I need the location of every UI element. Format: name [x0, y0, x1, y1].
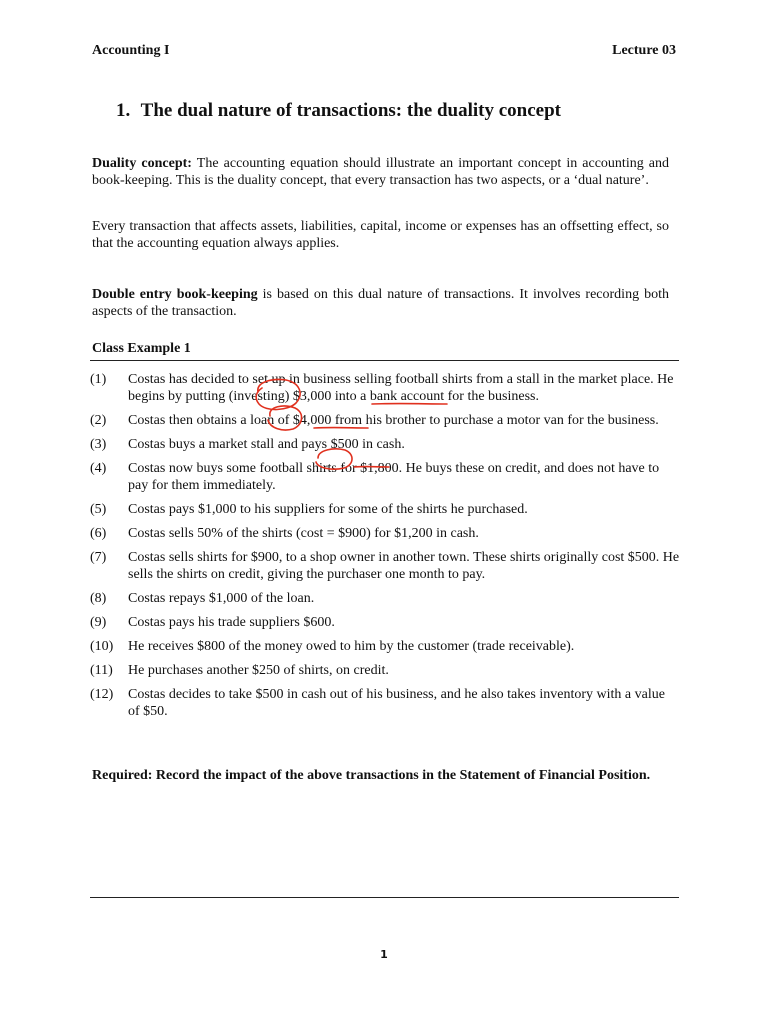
section-number: 1. [116, 100, 131, 121]
offsetting-paragraph: Every transaction that affects assets, liabilities, capital, income or expenses has an offsetting effect, so that the accounting equation always applies. [92, 219, 669, 251]
list-item-marker: (4) [90, 461, 107, 476]
list-item-marker: (6) [90, 526, 107, 541]
list-item-marker: (1) [90, 372, 107, 387]
list-item-marker: (5) [90, 502, 107, 517]
double-entry-text: is based on this dual nature of transactions. It involves recording both aspects of the transaction. [92, 287, 669, 319]
footer-rule [90, 897, 679, 898]
section-title-text: The dual nature of transactions: the duality concept [140, 100, 561, 121]
duality-text: The accounting equation should illustrate an important concept in accounting and book-keeping. This is the duality concept, that every transaction has two aspects, or a ‘dual nature’. [92, 156, 669, 188]
list-item-marker: (9) [90, 615, 107, 630]
list-item [90, 525, 680, 542]
duality-paragraph [92, 155, 669, 189]
list-item-text: Costas pays $1,000 to his suppliers for some of the shirts he purchased. [128, 502, 528, 517]
header-lecture: Lecture 03 [612, 43, 676, 58]
example-heading: Class Example 1 [92, 341, 191, 356]
list-item [90, 501, 680, 518]
list-item-text: Costas then obtains a loan of $4,000 from his brother to purchase a motor van for the business. [128, 413, 659, 428]
transaction-list [90, 371, 680, 727]
list-item-marker: (11) [90, 663, 113, 678]
list-item-text: Costas has decided to set up in business selling football shirts from a stall in the market place. He begins by putting (investing) $3,000 into a bank account for the business. [128, 372, 674, 404]
list-item [90, 614, 680, 631]
section-title [116, 100, 561, 122]
list-item-text: Costas repays $1,000 of the loan. [128, 591, 315, 606]
list-item [90, 371, 680, 405]
double-entry-label: Double entry book-keeping [92, 287, 258, 302]
list-item-marker: (8) [90, 591, 107, 606]
list-item [90, 638, 680, 655]
list-item-marker: (3) [90, 437, 107, 452]
list-item [90, 590, 680, 607]
header-course: Accounting I [92, 43, 170, 58]
list-item-marker: (10) [90, 639, 114, 654]
list-item-text: He purchases another $250 of shirts, on credit. [128, 663, 389, 678]
list-item [90, 686, 680, 720]
list-item-text: Costas decides to take $500 in cash out of his business, and he also takes inventory with a value of $50. [128, 687, 665, 719]
double-entry-paragraph [92, 286, 669, 320]
list-item [90, 460, 680, 494]
list-item-marker: (7) [90, 550, 107, 565]
list-item-text: Costas sells 50% of the shirts (cost = $900) for $1,200 in cash. [128, 526, 479, 541]
list-item-text: He receives $800 of the money owed to him by the customer (trade receivable). [128, 639, 575, 654]
list-item-marker: (12) [90, 687, 114, 702]
page-number: 1 [380, 948, 388, 961]
required-instruction: Required: Record the impact of the above transactions in the Statement of Financial Position. [92, 768, 651, 783]
list-item-text: Costas pays his trade suppliers $600. [128, 615, 335, 630]
list-item-text: Costas now buys some football shirts for $1,800. He buys these on credit, and does not have to pay for them immediately. [128, 461, 660, 493]
list-item-text: Costas buys a market stall and pays $500 in cash. [128, 437, 405, 452]
list-item-marker: (2) [90, 413, 107, 428]
duality-label: Duality concept: [92, 156, 192, 171]
list-item [90, 436, 680, 453]
example-top-rule [90, 360, 679, 361]
list-item [90, 549, 680, 583]
list-item [90, 662, 680, 679]
list-item [90, 412, 680, 429]
list-item-text: Costas sells shirts for $900, to a shop owner in another town. These shirts originally cost $500. He sells the shirts on credit, giving the purchaser one month to pay. [128, 550, 680, 582]
